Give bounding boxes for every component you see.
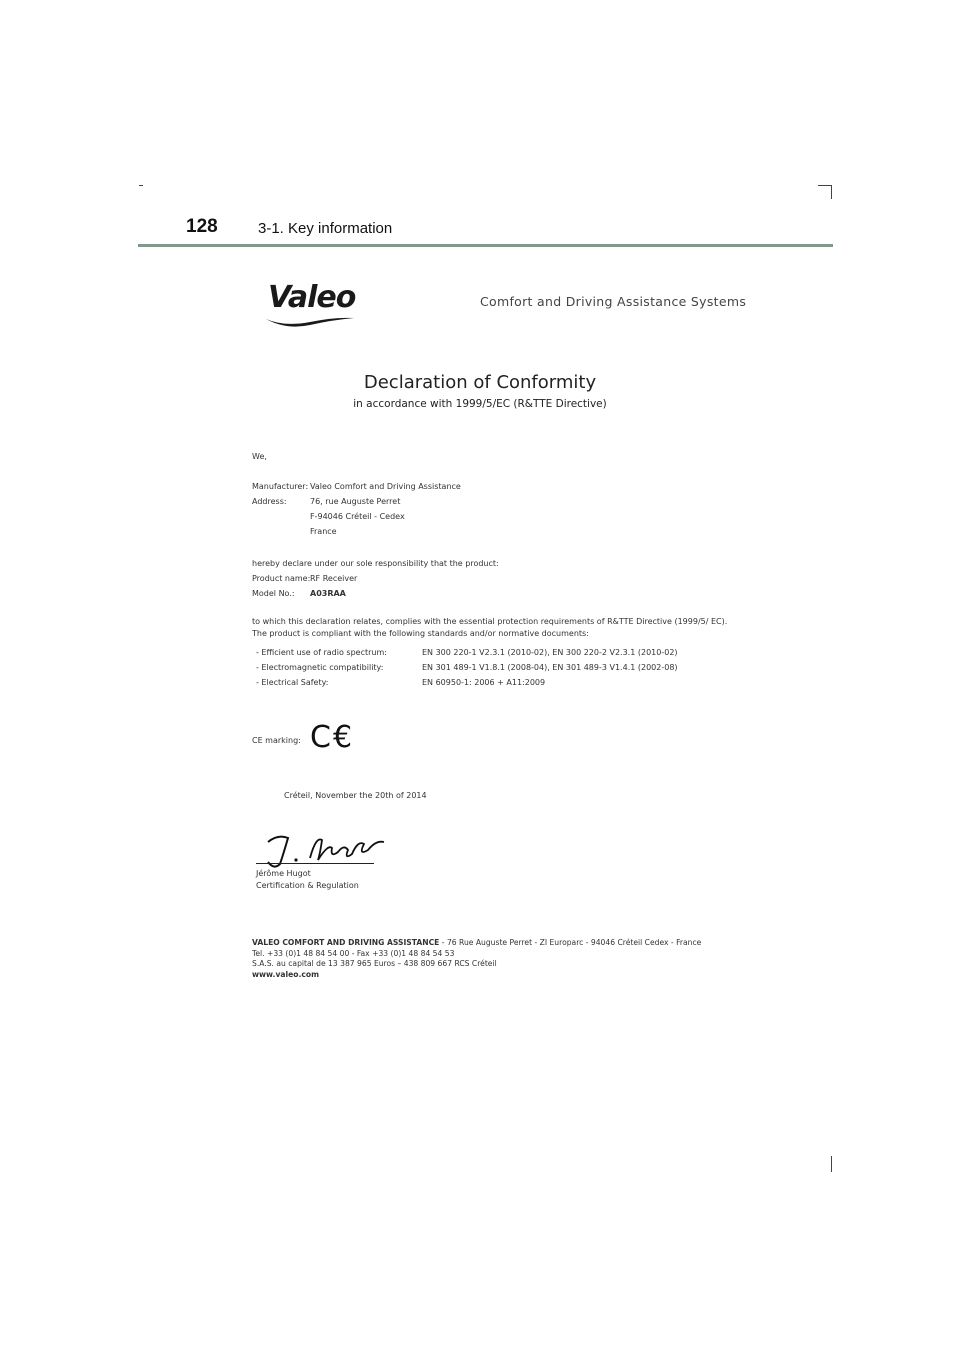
ce-marking-label: CE marking: <box>252 736 301 745</box>
model-value: A03RAA <box>310 589 346 598</box>
standard-label: - Electromagnetic compatibility: <box>256 663 384 672</box>
signatory-role: Certification & Regulation <box>256 881 359 890</box>
footer-capital: S.A.S. au capital de 13 387 965 Euros – 438 809 667 RCS Créteil <box>252 959 497 968</box>
declaration-subtitle: in accordance with 1999/5/EC (R&TTE Directive) <box>353 398 607 410</box>
standard-value: EN 300 220-1 V2.3.1 (2010-02), EN 300 220-2 V2.3.1 (2010-02) <box>422 648 678 657</box>
document-footer <box>252 938 701 980</box>
manufacturer-value: Valeo Comfort and Driving Assistance <box>310 482 461 491</box>
model-label: Model No.: <box>252 589 295 598</box>
address-line: France <box>310 527 337 536</box>
handwritten-signature <box>258 830 398 870</box>
product-value: RF Receiver <box>310 574 358 583</box>
standard-value: EN 60950-1: 2006 + A11:2009 <box>422 678 546 687</box>
declare-text: hereby declare under our sole responsibility that the product: <box>252 559 499 568</box>
manufacturer-label: Manufacturer: <box>252 482 309 491</box>
crop-mark-bottom-right <box>831 1156 832 1172</box>
footer-website: www.valeo.com <box>252 969 320 979</box>
footer-company: VALEO COMFORT AND DRIVING ASSISTANCE <box>252 938 440 947</box>
signature-line <box>256 863 374 864</box>
header-rule <box>138 244 833 247</box>
footer-company-address: - 76 Rue Auguste Perret - ZI Europarc - 94046 Créteil Cedex - France <box>439 938 702 947</box>
page-number: 128 <box>186 216 218 237</box>
signatory-name: Jérôme Hugot <box>256 869 311 878</box>
compliant-text: The product is compliant with the following standards and/or normative documents: <box>252 629 589 638</box>
ce-mark-icon: C€ <box>310 720 355 755</box>
address-label: Address: <box>252 497 287 506</box>
footer-phone: Tel. +33 (0)1 48 84 54 00 - Fax +33 (0)1 48 84 54 53 <box>252 948 455 958</box>
tagline: Comfort and Driving Assistance Systems <box>480 294 747 309</box>
standard-value: EN 301 489-1 V1.8.1 (2008-04), EN 301 489-3 V1.4.1 (2002-08) <box>422 663 678 672</box>
standard-label: - Efficient use of radio spectrum: <box>256 648 387 657</box>
address-line: 76, rue Auguste Perret <box>310 497 401 506</box>
address-line: F-94046 Créteil - Cedex <box>310 512 405 521</box>
logo-text: Valeo <box>268 280 356 315</box>
standard-label: - Electrical Safety: <box>256 678 329 687</box>
we-text: We, <box>252 452 267 461</box>
crop-mark-top-left <box>139 185 143 186</box>
declaration-title: Declaration of Conformity <box>363 372 597 393</box>
product-label: Product name: <box>252 574 311 583</box>
crop-mark-top-right-v <box>831 185 832 199</box>
crop-mark-top-right-h <box>818 185 832 186</box>
section-title: 3-1. Key information <box>258 220 393 237</box>
logo-swoosh-icon <box>264 313 356 327</box>
relates-text: to which this declaration relates, complies with the essential protection requirements of R&TTE Directive (1999/5/ EC). <box>252 617 728 626</box>
footer-address-line <box>252 938 701 949</box>
valeo-logo <box>268 280 355 315</box>
place-date: Créteil, November the 20th of 2014 <box>284 791 427 800</box>
